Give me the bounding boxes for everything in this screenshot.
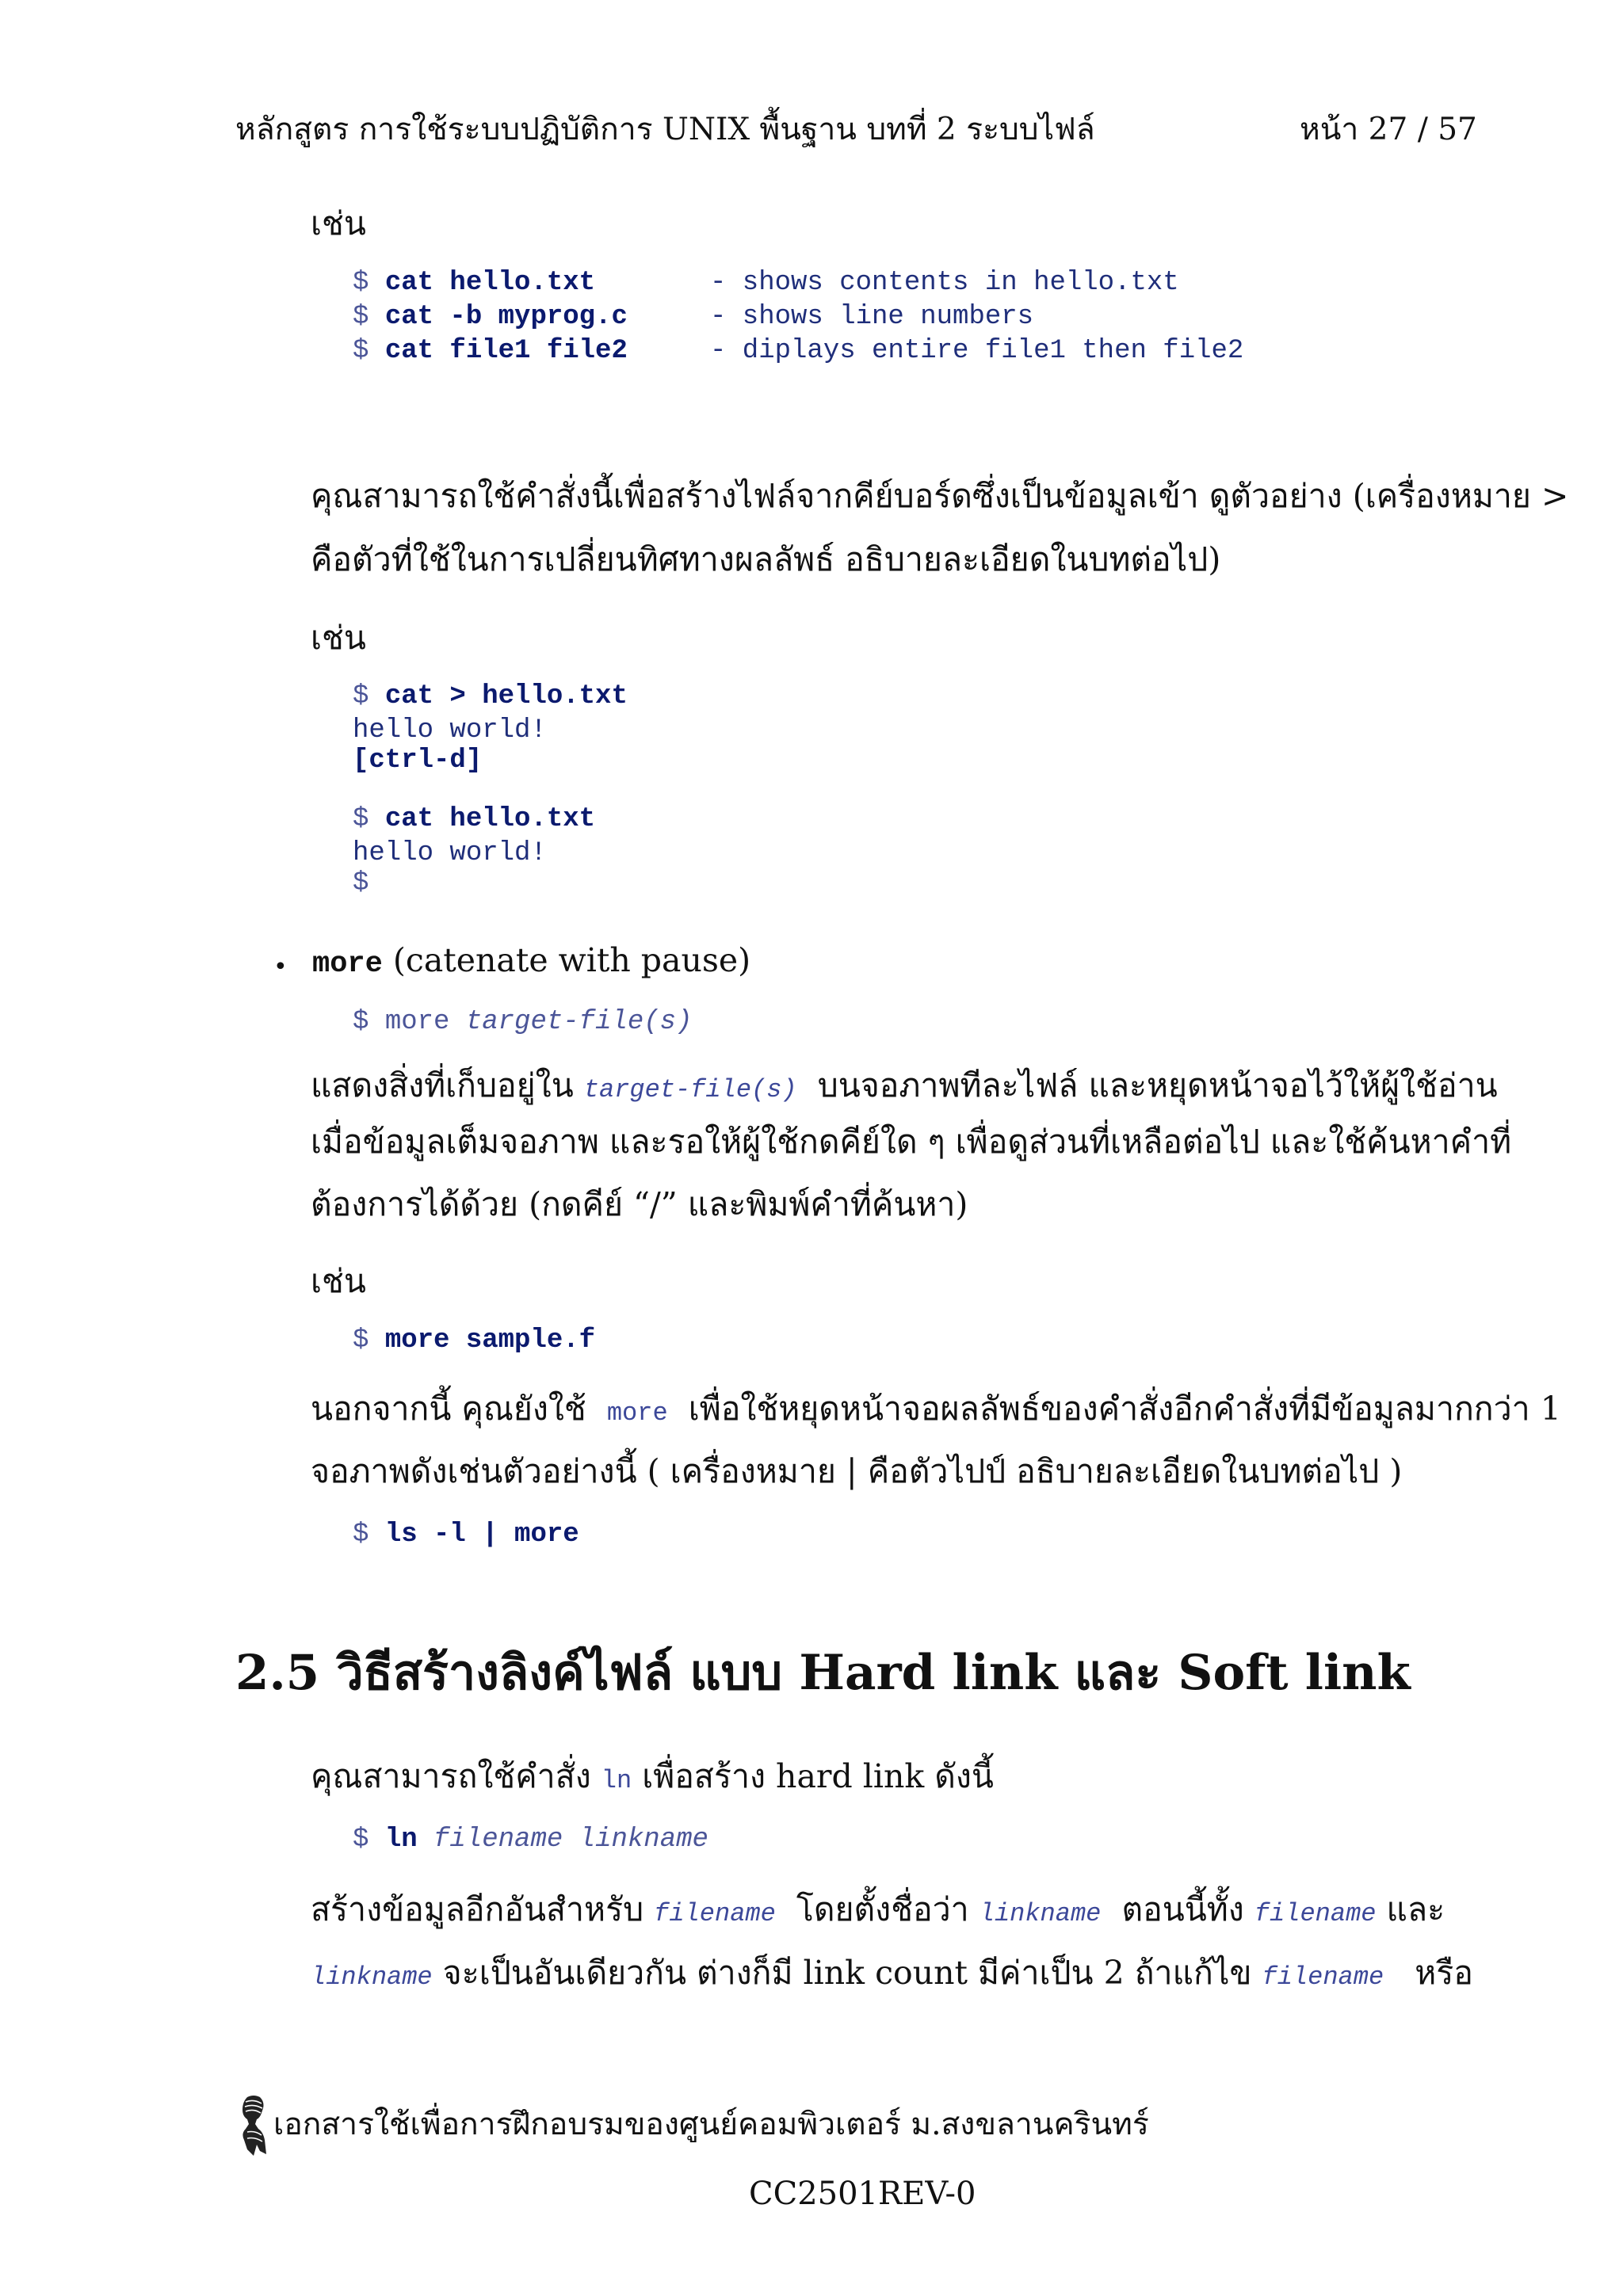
document-id: CC2501REV-0 [749, 2176, 976, 2212]
section-heading: 2.5 วิธีสร้างลิงค์ไฟล์ แบบ Hard link และ Soft link [235, 1645, 1411, 1701]
paragraph-line [311, 1066, 1498, 1104]
command: ln [384, 1825, 418, 1855]
code-line [353, 804, 595, 834]
prompt: $ [353, 681, 369, 711]
paragraph-line [311, 1390, 1561, 1428]
text: บนจอภาพทีละไฟล์ และหยุดหน้าจอไว้ให้ผู้ใช้อ่าน [817, 1066, 1498, 1104]
code-output: hello world! [353, 715, 547, 746]
argument: filename [433, 1825, 563, 1855]
code-line [353, 1520, 579, 1550]
prompt: $ [353, 302, 369, 332]
prompt: $ [353, 1325, 369, 1356]
bullet-icon: • [273, 953, 288, 981]
command: cat hello.txt [384, 268, 596, 298]
text: นอกจากนี้ คุณยังใช้ [311, 1390, 586, 1428]
inline-code: more [606, 1398, 668, 1428]
inline-code: ln [601, 1766, 632, 1795]
text: สร้างข้อมูลอีกอันสำหรับ [311, 1890, 644, 1928]
code-line [353, 1825, 708, 1855]
code-prompt: $ [353, 868, 369, 898]
code-line [353, 302, 628, 332]
code-comment: - diplays entire file1 then file2 [710, 336, 1244, 366]
text: เพื่อใช้หยุดหน้าจอผลลัพธ์ของคำสั่งอีกคำสั่งที่มีข้อมูลมากกว่า 1 [688, 1390, 1561, 1428]
command: ls -l | more [384, 1520, 579, 1550]
example-label: เช่น [311, 204, 366, 242]
code-keys: [ctrl-d] [353, 746, 483, 776]
command-name: more [312, 948, 383, 981]
code-comment: - shows line numbers [710, 302, 1034, 332]
inline-code: target-file(s) [583, 1075, 797, 1104]
paragraph-line [311, 1757, 994, 1795]
inline-code: linkname [311, 1962, 433, 1992]
inline-code: linkname [979, 1899, 1102, 1928]
command: cat file1 file2 [384, 336, 628, 366]
page-number: หน้า 27 / 57 [1300, 112, 1477, 147]
code-line [353, 268, 595, 298]
paragraph-line: ต้องการได้ด้วย (กดคีย์ “/” และพิมพ์คำที่ค้นหา) [311, 1185, 968, 1223]
code-line [353, 1007, 693, 1037]
paragraph-line [311, 1954, 1473, 1992]
example-label: เช่น [311, 1262, 366, 1300]
argument: target-file(s) [465, 1007, 693, 1037]
inline-code: filename [1262, 1962, 1384, 1992]
prompt: $ [353, 336, 369, 366]
code-line [353, 681, 628, 711]
text: คุณสามารถใช้คำสั่ง [311, 1757, 591, 1795]
prompt: $ [353, 268, 369, 298]
paragraph-line: เมื่อข้อมูลเต็มจอภาพ และรอให้ผู้ใช้กดคีย์ใด ๆ เพื่อดูส่วนที่เหลือต่อไป และใช้ค้นหาคำที่ [311, 1123, 1512, 1161]
prompt: $ [353, 1007, 369, 1037]
argument: linkname [579, 1825, 708, 1855]
prompt: $ [353, 1825, 369, 1855]
paragraph-line: จอภาพดังเช่นตัวอย่างนี้ ( เครื่องหมาย | คือตัวไปป์ อธิบายละเอียดในบทต่อไป ) [311, 1452, 1403, 1490]
example-label: เช่น [311, 619, 366, 657]
paragraph-line [311, 1890, 1445, 1928]
code-line [353, 1325, 595, 1356]
command: cat > hello.txt [384, 681, 628, 711]
code-line [353, 336, 628, 366]
text: แสดงสิ่งที่เก็บอยู่ใน [311, 1066, 574, 1104]
text: จะเป็นอันเดียวกัน ต่างก็มี link count มีค่าเป็น 2 ถ้าแก้ไข [442, 1954, 1252, 1992]
command: cat hello.txt [384, 804, 596, 834]
text: ตอนนี้ทั้ง [1121, 1890, 1244, 1928]
text: โดยตั้งชื่อว่า [796, 1890, 969, 1928]
bullet-item [312, 941, 751, 981]
text: และ [1386, 1890, 1445, 1928]
text: เพื่อสร้าง hard link ดังนี้ [642, 1757, 994, 1795]
prompt: $ [353, 1520, 369, 1550]
course-title: หลักสูตร การใช้ระบบปฏิบัติการ UNIX พื้นฐาน บทที่ 2 ระบบไฟล์ [235, 112, 1095, 147]
command: more [384, 1007, 450, 1037]
command: cat -b myprog.c [384, 302, 628, 332]
command-description: (catenate with pause) [392, 941, 751, 979]
command: more sample.f [384, 1325, 596, 1356]
prompt: $ [353, 804, 369, 834]
code-comment: - shows contents in hello.txt [710, 268, 1179, 298]
footer-organization: เอกสารใช้เพื่อการฝึกอบรมของศูนย์คอมพิวเตอร์ ม.สงขลานครินทร์ [273, 2107, 1149, 2142]
inline-code: filename [654, 1899, 776, 1928]
paragraph-line: คุณสามารถใช้คำสั่งนี้เพื่อสร้างไฟล์จากคีย์บอร์ดซึ่งเป็นข้อมูลเข้า ดูตัวอย่าง (เครื่องหมาย > [311, 477, 1569, 515]
inline-code: filename [1254, 1899, 1377, 1928]
ptolemy-bust-icon [236, 2094, 269, 2157]
code-output: hello world! [353, 838, 547, 868]
paragraph-line: คือตัวที่ใช้ในการเปลี่ยนทิศทางผลลัพธ์ อธิบายละเอียดในบทต่อไป) [311, 540, 1221, 578]
text: หรือ [1415, 1954, 1473, 1992]
